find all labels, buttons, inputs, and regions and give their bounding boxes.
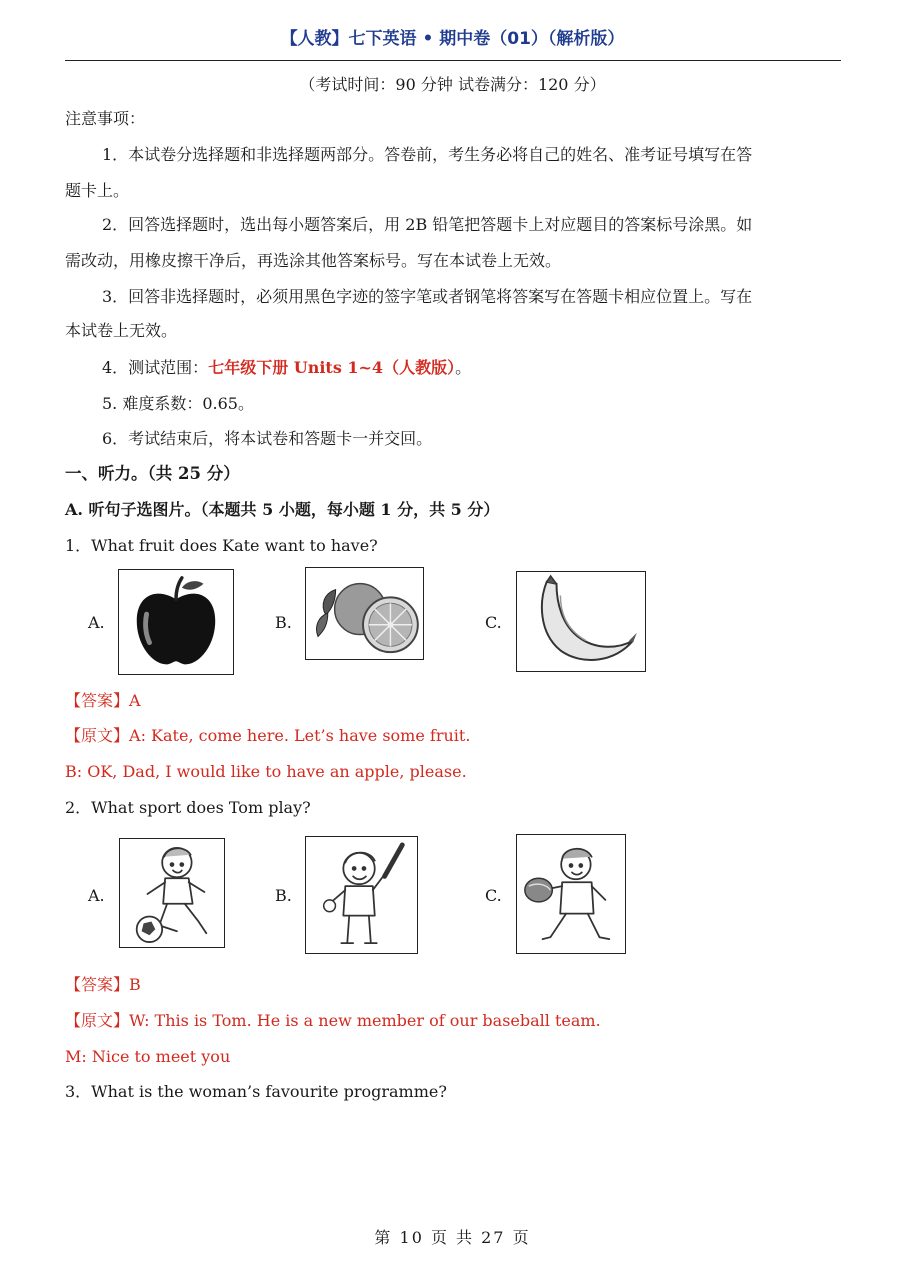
soccer-player-icon xyxy=(120,839,224,947)
question-3-text: 3．What is the woman’s favourite programme? xyxy=(65,1082,447,1101)
page-header-title: 【人教】七下英语 • 期中卷（01）（解析版） xyxy=(280,29,625,49)
header-divider xyxy=(65,60,841,61)
q1-answer: 【答案】A xyxy=(65,691,141,710)
baseball-player-icon xyxy=(306,837,417,953)
soccer-boy-image xyxy=(119,838,225,948)
q2-option-b-label: B. xyxy=(275,886,292,905)
orange-icon xyxy=(306,568,423,659)
note-item-1-line-1: 1．本试卷分选择题和非选择题两部分。答卷前，考生务必将自己的姓名、准考证号填写在答 xyxy=(102,145,753,164)
banana-image xyxy=(516,571,646,672)
note-item-4-suffix: 。 xyxy=(455,358,472,377)
note-item-2-line-2: 需改动，用橡皮擦干净后，再选涂其他答案标号。写在本试卷上无效。 xyxy=(65,251,562,270)
note-item-5: 5. 难度系数：0.65。 xyxy=(102,394,254,413)
q1-script-line-1 xyxy=(65,725,841,747)
q2-script-line-2: M: Nice to meet you xyxy=(65,1047,231,1066)
q2-option-a-label: A. xyxy=(88,886,105,905)
q1-script-text-1: A: Kate, come here. Let’s have some fruit. xyxy=(129,726,471,745)
note-item-1-line-2: 题卡上。 xyxy=(65,181,130,200)
q1-option-a-label: A. xyxy=(88,613,105,632)
volleyball-boy-image xyxy=(516,834,626,954)
test-scope-highlight: 七年级下册 Units 1~4（人教版） xyxy=(208,358,456,377)
question-2-text: 2．What sport does Tom play? xyxy=(65,798,311,817)
q2-script-line-1 xyxy=(65,1010,841,1032)
note-item-3-line-1: 3．回答非选择题时，必须用黑色字迹的签字笔或者钢笔将答案写在答题卡相应位置上。写在 xyxy=(102,287,753,306)
part-a-title: A. 听句子选图片。（本题共 5 小题，每小题 1 分，共 5 分） xyxy=(65,500,500,519)
q1-script-line-2: B: OK, Dad, I would like to have an apple, please. xyxy=(65,762,467,781)
q2-answer: 【答案】B xyxy=(65,975,141,994)
q2-script-text-1: W: This is Tom. He is a new member of our baseball team. xyxy=(129,1011,601,1030)
ball-player-icon xyxy=(517,835,625,953)
q1-script-label: 【原文】 xyxy=(65,726,130,745)
baseball-boy-image xyxy=(305,836,418,954)
apple-icon xyxy=(119,570,233,674)
apple-image xyxy=(118,569,234,675)
q1-option-c-label: C. xyxy=(485,613,502,632)
page-footer: 第 10 页 共 27 页 xyxy=(374,1228,531,1247)
note-item-6: 6．考试结束后，将本试卷和答题卡一并交回。 xyxy=(102,429,433,448)
note-item-3-line-2: 本试卷上无效。 xyxy=(65,321,178,340)
note-item-2-line-1: 2．回答选择题时，选出每小题答案后，用 2B 铅笔把答题卡上对应题目的答案标号涂黑。如 xyxy=(102,215,753,234)
note-item-4-prefix: 4．测试范围： xyxy=(102,358,209,377)
section-listening-title: 一、听力。（共 25 分） xyxy=(65,464,240,483)
exam-info: （考试时间：90 分钟 试卷满分：120 分） xyxy=(299,75,606,94)
q2-option-c-label: C. xyxy=(485,886,502,905)
q2-script-label: 【原文】 xyxy=(65,1011,130,1030)
q1-option-b-label: B. xyxy=(275,613,292,632)
notes-heading: 注意事项： xyxy=(65,109,146,128)
banana-icon xyxy=(517,572,645,671)
question-1-text: 1．What fruit does Kate want to have? xyxy=(65,536,378,555)
orange-image xyxy=(305,567,424,660)
note-item-4 xyxy=(102,357,841,379)
